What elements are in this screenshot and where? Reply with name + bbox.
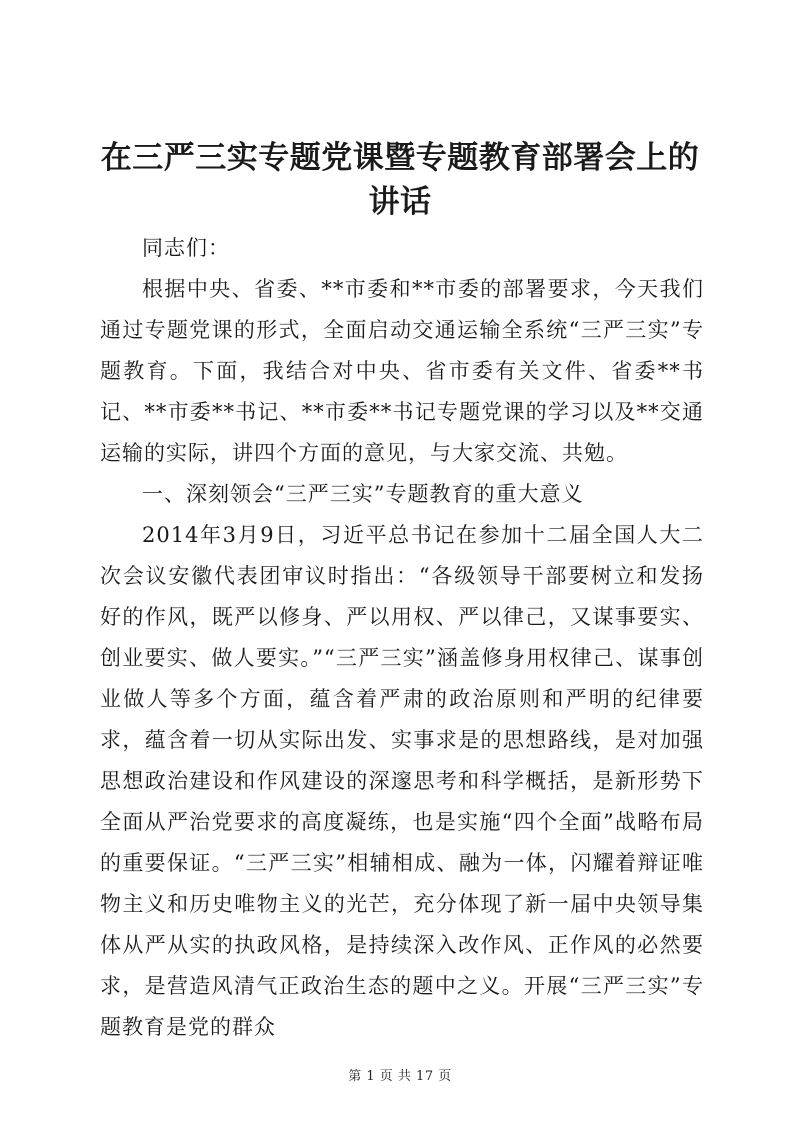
document-body <box>100 228 704 1048</box>
section-heading: 一、深刻领会“三严三实”专题教育的重大意义 <box>142 482 584 506</box>
document-title: 在三严三实专题党课暨专题教育部署会上的讲话 <box>100 140 700 220</box>
page-number-footer: 第 1 页 共 17 页 <box>348 1069 452 1084</box>
salutation-paragraph: 同志们： <box>142 236 230 260</box>
body-paragraph: 2014年3月9日，习近平总书记在参加十二届全国人大二次会议安徽代表团审议时指出：“各级领导干部要树立和发扬好的作风，既严以修身、严以用权、严以律己，又谋事要实、创业要实、做人要实。”“三严三实”涵盖修身用权律己、谋事创业做人等多个方面，蕴含着严肃的政治原则和严明的纪律要求，蕴含着一切从实际出发、实事求是的思想路线，是对加强思想政治建设和作风建设的深邃思考和科学概括，是新形势下全面从严治党要求的高度凝练，也是实施“四个全面”战略布局的重要保证。“三严三实”相辅相成、融为一体，闪耀着辩证唯物主义和历史唯物主义的光芒，充分体现了新一届中央领导集体从严从实的执政风格，是持续深入改作风、正作风的必然要求，是营造风清气正政治生态的题中之义。开展“三严三实”专题教育是党的群众 <box>100 523 704 1039</box>
intro-paragraph: 根据中央、省委、**市委和**市委的部署要求，今天我们通过专题党课的形式，全面启动交通运输全系统“三严三实”专题教育。下面，我结合对中央、省市委有关文件、省委**书记、**市委**书记、**市委**书记专题党课的学习以及**交通运输的实际，讲四个方面的意见，与大家交流、共勉。 <box>100 277 704 465</box>
